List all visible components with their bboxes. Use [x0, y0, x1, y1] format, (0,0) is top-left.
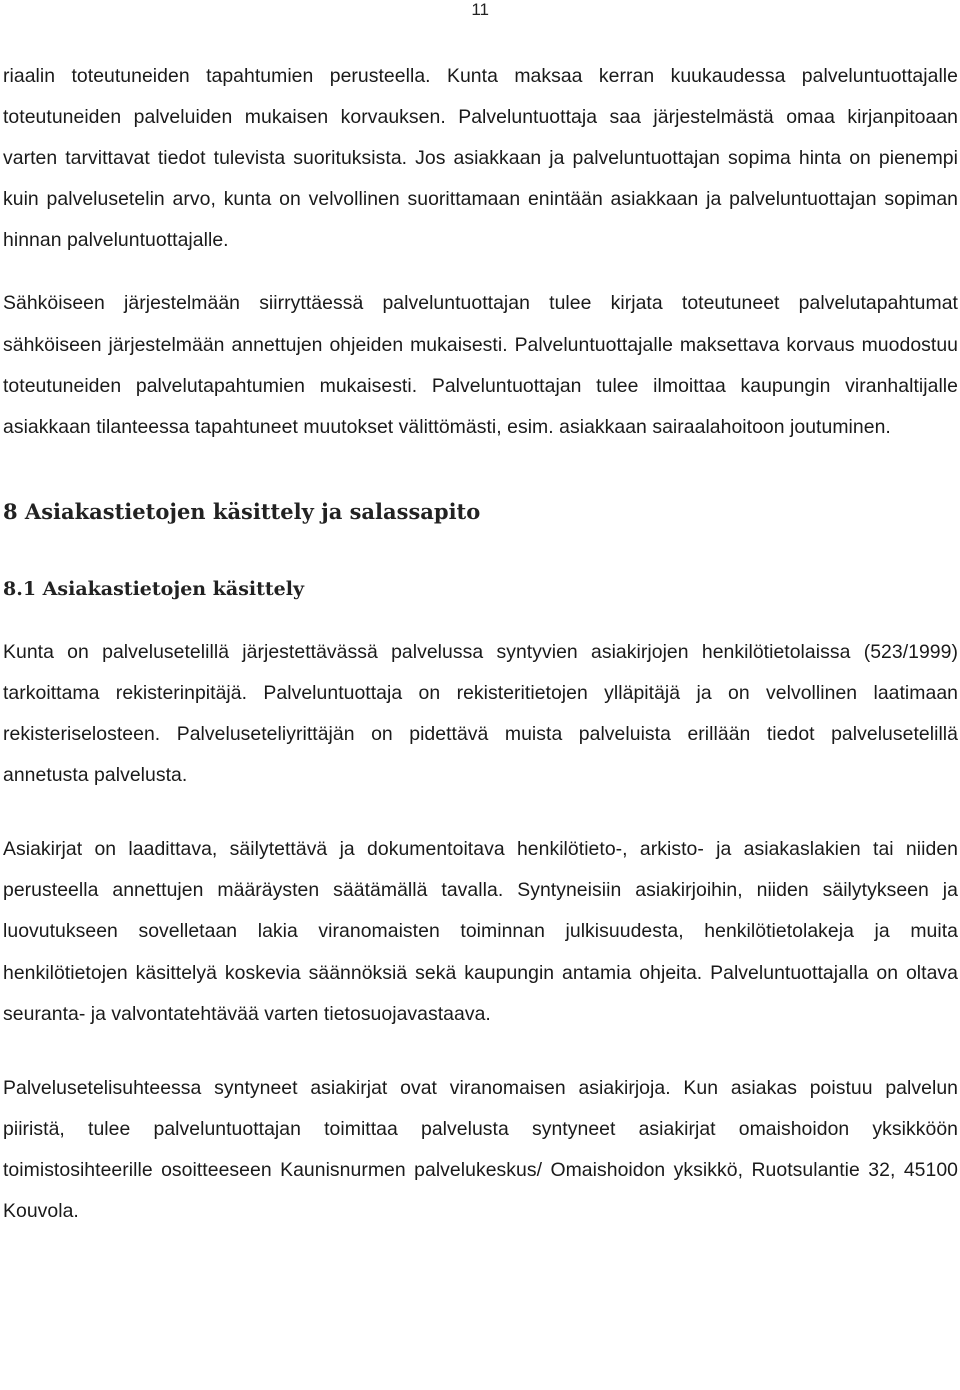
- document-body: [3, 56, 958, 1232]
- paragraph-documents: Asiakirjat on laadittava, säilytettävä ja dokumentoitava henkilötieto-, arkisto- ja asiakaslakien tai niiden perusteella annettujen määräysten säätämällä tavalla. Syntyneisiin asiakirjoihin, niiden säilytykseen ja luovutukseen sovelletaan lakia viranomaisten toiminnan julkisuudesta, henkilötietolakeja ja muita henkilötietojen käsittelyä koskevia säännöksiä sekä kaupungin antamia ohjeita. Palveluntuottajalla on oltava seuranta- ja valvontatehtävää varten tietosuojavastaava.: [3, 838, 958, 1025]
- subsection-heading-8-1: 8.1 Asiakastietojen käsittely: [3, 577, 305, 600]
- paragraph-compensation: riaalin toteutuneiden tapahtumien perusteella. Kunta maksaa kerran kuukaudessa palveluntuottajalle toteutuneiden palveluiden mukaisen korvauksen. Palveluntuottaja saa järjestelmästä omaa kirjanpitoaan varten tarvittavat tiedot tulevista suorituksista. Jos asiakkaan ja palveluntuottajan sopima hinta on pienempi kuin palvelusetelin arvo, kunta on velvollinen suorittamaan enintään asiakkaan ja palveluntuottajan sopiman hinnan palveluntuottajalle.: [3, 65, 958, 252]
- section-heading-8: 8 Asiakastietojen käsittely ja salassapito: [3, 498, 481, 524]
- paragraph-registrar: Kunta on palvelusetelillä järjestettävässä palvelussa syntyvien asiakirjojen henkilötietolaissa (523/1999) tarkoittama rekisterinpitäjä. Palveluntuottaja on rekisteritietojen ylläpitäjä ja on velvollinen laatimaan rekisteriselosteen. Palveluseteliyrittäjän on pidettävä muista palveluista erillään tiedot palvelusetelillä annetusta palvelusta.: [3, 640, 958, 787]
- paragraph-official-documents: Palvelusetelisuhteessa syntyneet asiakirjat ovat viranomaisen asiakirjoja. Kun asiakas poistuu palvelun piiristä, tulee palveluntuottajan toimittaa palvelusta syntyneet asiakirjat omaishoidon yksikköön toimistosihteerille osoitteeseen Kaunisnurmen palvelukeskus/ Omaishoidon yksikkö, Ruotsulantie 32, 45100 Kouvola.: [3, 1076, 958, 1222]
- paragraph-electronic-system: Sähköiseen järjestelmään siirryttäessä palveluntuottajan tulee kirjata toteutuneet palvelutapahtumat sähköiseen järjestelmään annettujen ohjeiden mukaisesti. Palveluntuottajalle maksettava korvaus muodostuu toteutuneiden palvelutapahtumien mukaisesti. Palveluntuottajan tulee ilmoittaa kaupungin viranhaltijalle asiakkaan tilanteessa tapahtuneet muutokset välittömästi, esim. asiakkaan sairaalahoitoon joutuminen.: [3, 292, 958, 438]
- page-number: 11: [471, 0, 489, 19]
